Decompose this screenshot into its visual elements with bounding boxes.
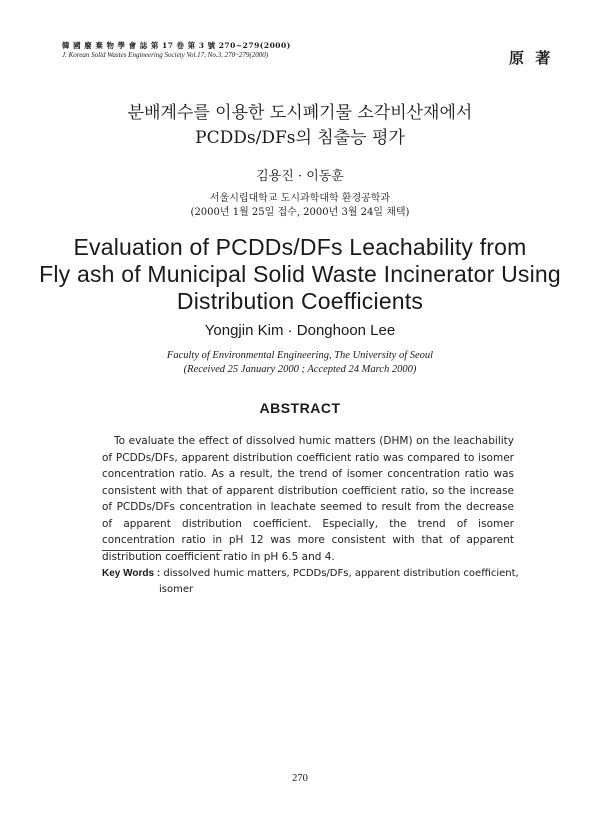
keywords-text-1: dissolved humic matters, PCDDs/DFs, apparent distribution coefficient, xyxy=(163,568,519,579)
paper-type-label: 原 著 xyxy=(509,49,554,67)
korean-affiliation-dept: 서울시립대학교 도시과학대학 환경공학과 xyxy=(209,193,391,204)
english-affiliation-dept: Faculty of Environmental Engineering, The University of Seoul xyxy=(166,350,434,361)
journal-header-english: J. Korean Solid Wastes Engineering Society Vol.17, No.3, 270~279(2000) xyxy=(62,51,269,59)
korean-authors: 김용진 · 이동훈 xyxy=(256,169,344,184)
korean-affiliation xyxy=(0,192,600,220)
journal-header-korean: 韓 國 廢 棄 物 學 會 誌 第 17 卷 第 3 號 270~279(2000) xyxy=(62,41,291,50)
english-title-line-3: Distribution Coefficients xyxy=(176,288,424,314)
english-affiliation-dates: (Received 25 January 2000 ; Accepted 24 March 2000) xyxy=(183,364,417,375)
korean-title-line-1: 분배계수를 이용한 도시폐기물 소각비산재에서 xyxy=(127,103,473,123)
keywords xyxy=(102,566,522,598)
page-number: 270 xyxy=(292,773,308,784)
korean-title-line-2: PCDDs/DFs의 침출능 평가 xyxy=(195,128,405,148)
keywords-divider xyxy=(102,550,222,551)
abstract-heading: ABSTRACT xyxy=(259,400,341,416)
english-title-line-1: Evaluation of PCDDs/DFs Leachability from xyxy=(73,234,527,260)
abstract-body: To evaluate the effect of dissolved humic matters (DHM) on the leachability of PCDDs/DFs, apparent distribution coefficient ratio was compared to isomer concentration ratio. As a result, the trend of isomer concentration ratio was consistent with that of apparent distribution coefficient ratio, so the increase of PCDDs/DFs concentration in leachate seemed to result from the decrease of apparent distribution coefficient. Especially, the trend of isomer concentration ratio in pH 12 was more consistent with that of apparent distribution coefficient ratio in pH 6.5 and 4. xyxy=(102,435,514,563)
keywords-line-1 xyxy=(102,566,522,582)
english-title xyxy=(0,234,600,315)
korean-affiliation-dates: (2000년 1월 25일 접수, 2000년 3월 24일 채택) xyxy=(190,207,410,218)
keywords-label: Key Words : xyxy=(102,568,161,579)
keywords-line-2: isomer xyxy=(159,584,194,595)
korean-title xyxy=(0,101,600,151)
english-authors: Yongjin Kim · Donghoon Lee xyxy=(204,322,396,339)
english-affiliation xyxy=(0,349,600,377)
english-title-line-2: Fly ash of Municipal Solid Waste Incinerator Using xyxy=(39,261,561,287)
